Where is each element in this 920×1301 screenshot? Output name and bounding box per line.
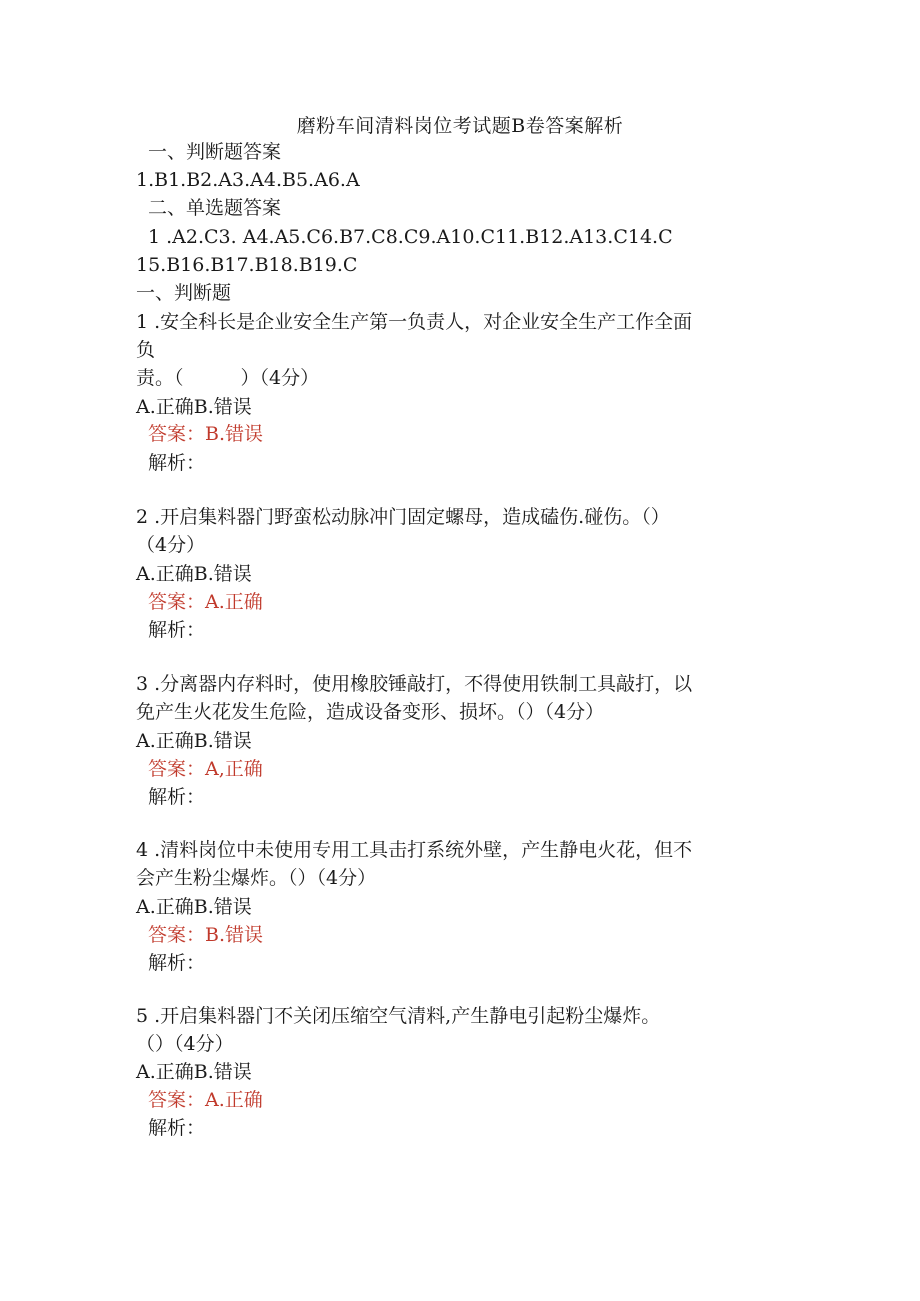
question-5-stem-line1: 5 .开启集料器门不关闭压缩空气清料,产生静电引起粉尘爆炸。	[136, 1005, 661, 1027]
question-3-stem-line1: 3 .分离器内存料时，使用橡胶锤敲打，不得使用铁制工具敲打，以	[136, 673, 693, 695]
question-1-stem-line1: 1 .安全科长是企业安全生产第一负责人，对企业安全生产工作全面	[136, 311, 693, 333]
question-1-answer: 答案：B.错误	[148, 423, 264, 445]
question-2-answer: 答案：A.正确	[148, 591, 263, 613]
answer-key-section1-heading: 一、判断题答案	[148, 141, 282, 163]
question-2-stem-line2: （4分）	[136, 534, 206, 556]
question-5-answer: 答案：A.正确	[148, 1089, 263, 1111]
question-3-analysis: 解析：	[148, 786, 206, 808]
answer-key-section2-answers-line2: 15.B16.B17.B18.B19.C	[136, 254, 358, 276]
question-1-options: A.正确B.错误	[136, 396, 252, 418]
question-1-analysis: 解析：	[148, 452, 206, 474]
question-1-stem-line3: 责。（ ）（4分）	[136, 367, 320, 389]
answer-key-section1-answers: 1.B1.B2.A3.A4.B5.A6.A	[136, 169, 360, 191]
question-3-stem-line2: 免产生火花发生危险，造成设备变形、损坏。（）（4分）	[136, 701, 605, 723]
answer-key-section2-answers-line1: 1 .A2.C3. A4.A5.C6.B7.C8.C9.A10.C11.B12.A13.C14.C	[148, 226, 673, 248]
answer-key-section2-heading: 二、单选题答案	[148, 197, 282, 219]
document-title: 磨粉车间清料岗位考试题B卷答案解析	[296, 115, 624, 137]
question-3-answer: 答案：A,正确	[148, 758, 263, 780]
question-5-options: A.正确B.错误	[136, 1061, 252, 1083]
question-2-analysis: 解析：	[148, 619, 206, 641]
question-2-options: A.正确B.错误	[136, 563, 252, 585]
question-5-stem-line2: （）（4分）	[136, 1033, 234, 1055]
question-4-analysis: 解析：	[148, 952, 206, 974]
section-heading: 一、判断题	[136, 282, 232, 304]
question-5-analysis: 解析：	[148, 1117, 206, 1139]
question-4-stem-line2: 会产生粉尘爆炸。（）（4分）	[136, 867, 377, 889]
question-4-stem-line1: 4 .清料岗位中未使用专用工具击打系统外壁，产生静电火花，但不	[136, 839, 693, 861]
question-2-stem-line1: 2 .开启集料器门野蛮松动脉冲门固定螺母，造成磕伤.碰伤。（）	[136, 506, 670, 528]
question-3-options: A.正确B.错误	[136, 730, 252, 752]
question-4-answer: 答案：B.错误	[148, 924, 264, 946]
question-1-stem-line2: 负	[136, 339, 156, 361]
question-4-options: A.正确B.错误	[136, 896, 252, 918]
